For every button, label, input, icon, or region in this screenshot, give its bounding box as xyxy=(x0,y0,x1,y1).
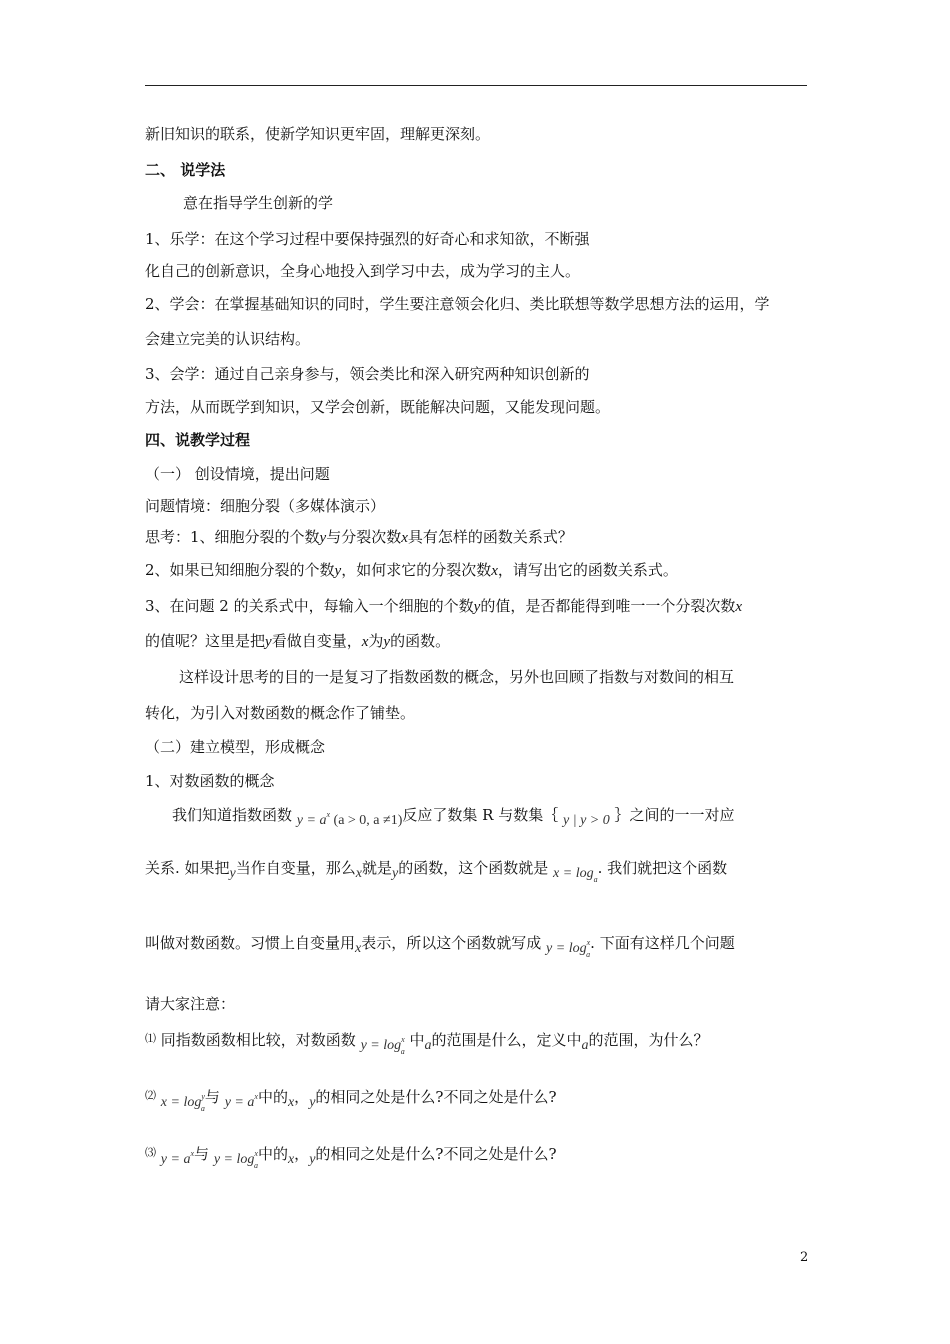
definition-line-3: 叫做对数函数。习惯上自变量用x表示，所以这个函数就写成 $y = \log^x_a$. 下面有这样几个问题 xyxy=(145,934,735,959)
set-condition: y | y > 0 xyxy=(563,813,610,828)
subsection-heading: （二）建立模型，形成概念 xyxy=(145,738,326,756)
paragraph-line: 方法，从而既学到知识，又学会创新，既能解决问题，又能发现问题。 xyxy=(145,398,611,416)
issue-item-1: ⑴ 同指数函数相比较，对数函数 $y = \log^x_a$ 中a的范围是什么，定义中a的范围，为什么？ xyxy=(145,1031,709,1056)
paragraph-line: 新旧知识的联系，使新学知识更牢固，理解更深刻。 xyxy=(145,125,491,143)
paragraph-line: 化自己的创新意识，全身心地投入到学习中去，成为学习的主人。 xyxy=(145,262,581,280)
paragraph-line: 会建立完美的认识结构。 xyxy=(145,330,311,348)
paragraph-line: 2、学会：在掌握基础知识的同时，学生要注意领会化归、类比联想等数学思想方法的运用，学 xyxy=(145,295,770,313)
log-formula-y: $y = \log^x_a$ xyxy=(546,938,591,959)
question-line-1: 思考：1、细胞分裂的个数y与分裂次数x具有怎样的函数关系式？ xyxy=(145,528,573,546)
subsection-heading: 1、对数函数的概念 xyxy=(145,772,275,790)
header-rule xyxy=(145,85,807,86)
paragraph-line: 问题情境：细胞分裂（多媒体演示） xyxy=(145,497,386,515)
page-number: 2 xyxy=(800,1250,809,1265)
issue-item-2: ⑵ $x = \log^y_a$与 $y = a^x$中的x，y的相同之处是什么?不同之处是什么? xyxy=(145,1088,557,1113)
definition-line-2: 关系. 如果把y当作自变量，那么x就是y的函数，这个函数就是 $x = \log_a$. 我们就把这个函数 xyxy=(145,859,728,884)
definition-line-1: 我们知道指数函数 $y = a^x$ (a > 0, a ≠1)反应了数集 R 与数集｛ y | y > 0 ｝之间的一一对应 xyxy=(172,806,735,828)
subsection-heading: （一） 创设情境，提出问题 xyxy=(145,465,330,483)
log-formula-x: $x = \log_a$ xyxy=(553,866,598,884)
paragraph-line: 请大家注意： xyxy=(145,995,236,1013)
paragraph-line: 这样设计思考的目的一是复习了指数函数的概念，另外也回顾了指数与对数间的相互 xyxy=(179,668,735,686)
question-line-2: 2、如果已知细胞分裂的个数y，如何求它的分裂次数x，请写出它的函数关系式。 xyxy=(145,561,678,579)
section-heading-study-method: 二、 说学法 xyxy=(145,161,226,179)
paragraph-line: 意在指导学生创新的学 xyxy=(183,194,334,212)
exp-function-formula: $y = a^x$ (a > 0, a ≠1) xyxy=(296,810,403,828)
paragraph-line: 1、乐学：在这个学习过程中要保持强烈的好奇心和求知欲，不断强 xyxy=(145,230,590,248)
paragraph-line: 3、会学：通过自己亲身参与，领会类比和深入研究两种知识创新的 xyxy=(145,365,590,383)
paragraph-line: 转化，为引入对数函数的概念作了铺垫。 xyxy=(145,704,416,722)
issue-item-3: ⑶ $y = a^x$与 $y = \log^x_a$中的x，y的相同之处是什么?不同之处是什么? xyxy=(145,1145,557,1170)
section-heading-teaching-process: 四、说教学过程 xyxy=(145,431,251,449)
question-line-3: 3、在问题 2 的关系式中，每输入一个细胞的个数y的值，是否都能得到唯一一个分裂次数x xyxy=(145,597,742,615)
question-line-3-cont: 的值呢？这里是把y看做自变量，x为y的函数。 xyxy=(145,632,451,650)
